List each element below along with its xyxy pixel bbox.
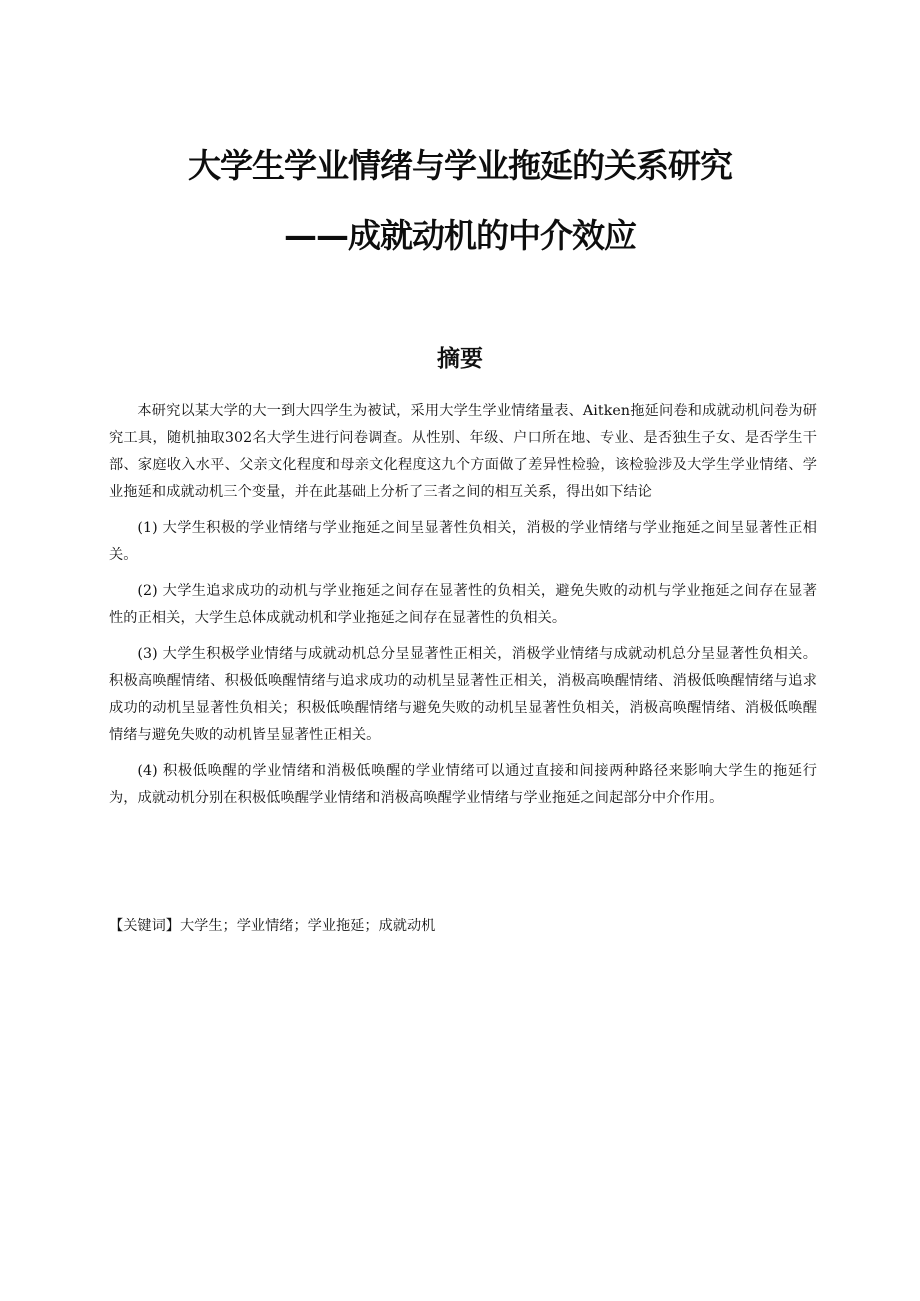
paper-subtitle: ——成就动机的中介效应 xyxy=(284,216,636,255)
conclusion-paragraph-4: (4) 积极低唤醒的学业情绪和消极低唤醒的学业情绪可以通过直接和间接两种路径来影响大学生的拖延行为，成就动机分别在积极低唤醒学业情绪和消极高唤醒学业情绪与学业拖延之间起部分中介作用。 xyxy=(109,763,817,806)
abstract-intro-paragraph: 本研究以某大学的大一到大四学生为被试，采用大学生学业情绪量表、Aitken拖延问卷和成就动机问卷为研究工具，随机抽取302名大学生进行问卷调查。从性别、年级、户口所在地、专业、是否独生子女、是否学生干部、家庭收入水平、父亲文化程度和母亲文化程度这九个方面做了差异性检验，该检验涉及大学生学业情绪、学业拖延和成就动机三个变量，并在此基础上分析了三者之间的相互关系，得出如下结论 xyxy=(109,403,817,500)
keywords-label: 【关键词】 xyxy=(109,918,180,934)
keywords-line xyxy=(109,914,817,938)
abstract-heading: 摘要 xyxy=(437,346,483,372)
abstract-body xyxy=(109,398,817,821)
conclusion-paragraph-2: (2) 大学生追求成功的动机与学业拖延之间存在显著性的负相关，避免失败的动机与学业拖延之间存在显著性的正相关，大学生总体成就动机和学业拖延之间存在显著性的负相关。 xyxy=(109,583,817,626)
keywords-text: 大学生；学业情绪；学业拖延；成就动机 xyxy=(179,918,436,934)
conclusion-paragraph-3: (3) 大学生积极学业情绪与成就动机总分呈显著性正相关，消极学业情绪与成就动机总分呈显著性负相关。积极高唤醒情绪、积极低唤醒情绪与追求成功的动机呈显著性正相关，消极高唤醒情绪、消极低唤醒情绪与追求成功的动机呈显著性负相关；积极低唤醒情绪与避免失败的动机呈显著性负相关，消极高唤醒情绪、消极低唤醒情绪与避免失败的动机皆呈显著性正相关。 xyxy=(109,646,817,743)
paper-title: 大学生学业情绪与学业拖延的关系研究 xyxy=(188,146,732,185)
conclusion-paragraph-1: (1) 大学生积极的学业情绪与学业拖延之间呈显著性负相关，消极的学业情绪与学业拖延之间呈显著性正相关。 xyxy=(109,520,817,563)
